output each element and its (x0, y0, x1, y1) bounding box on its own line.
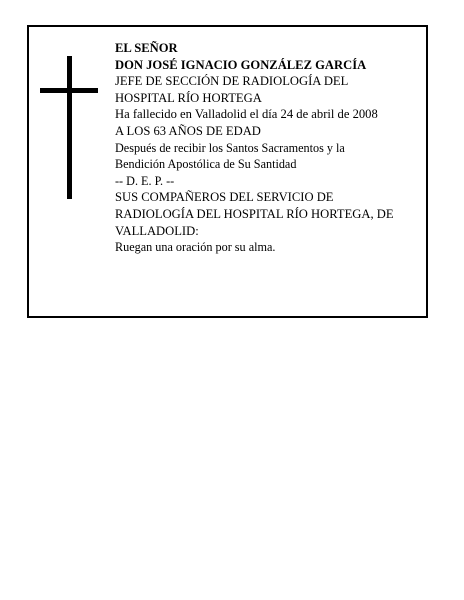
position-line-1: JEFE DE SECCIÓN DE RADIOLOGÍA DEL (115, 74, 349, 89)
colleagues-line-1: SUS COMPAÑEROS DEL SERVICIO DE (115, 190, 334, 205)
obituary-text (115, 40, 423, 256)
death-date: Ha fallecido en Valladolid el día 24 de abril de 2008 (115, 107, 378, 122)
age-at-death: A LOS 63 AÑOS DE EDAD (115, 123, 261, 138)
sacraments-line-2: Bendición Apostólica de Su Santidad (115, 157, 297, 172)
colleagues-line-3: VALLADOLID: (115, 223, 199, 238)
obituary-notice (27, 25, 428, 318)
latin-cross-icon (40, 56, 98, 199)
position-line-2: HOSPITAL RÍO HORTEGA (115, 90, 262, 105)
colleagues-line-2: RADIOLOGÍA DEL HOSPITAL RÍO HORTEGA, DE (115, 206, 394, 221)
rest-in-peace: -- D. E. P. -- (115, 173, 175, 188)
deceased-name: DON JOSÉ IGNACIO GONZÁLEZ GARCÍA (115, 57, 367, 72)
sacraments-line-1: Después de recibir los Santos Sacramentos y la (115, 140, 345, 155)
cross-horizontal-bar (40, 88, 98, 93)
cross-vertical-bar (67, 56, 72, 199)
prayer-request: Ruegan una oración por su alma. (115, 240, 276, 255)
honorific-title: EL SEÑOR (115, 41, 178, 55)
